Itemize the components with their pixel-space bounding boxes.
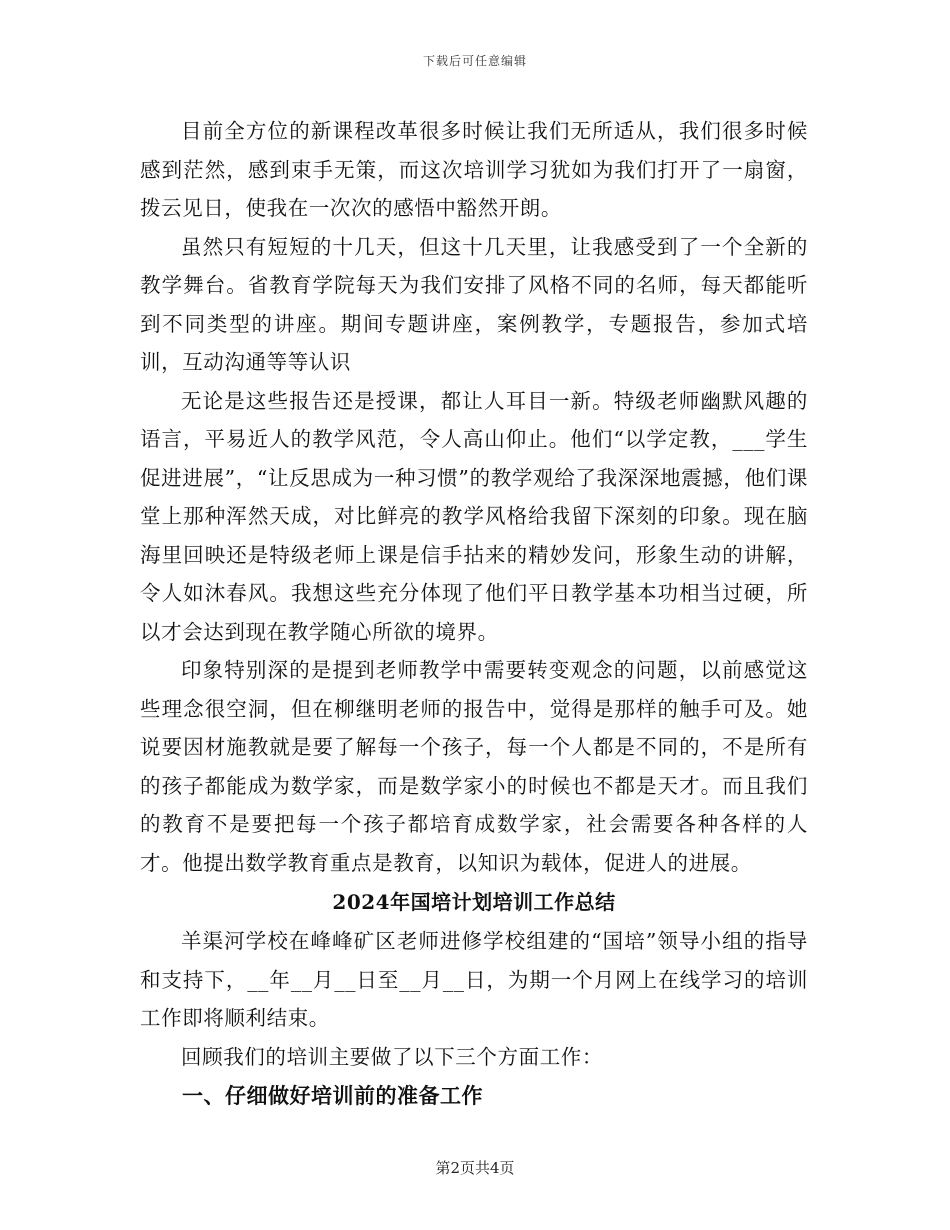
section-title: 2024年国培计划培训工作总结 xyxy=(332,890,616,914)
paragraph-impression: 印象特别深的是提到老师教学中需要转变观念的问题，以前感觉这些理念很空洞，但在柳继明老师的报告中，觉得是那样的触手可及。她说要因材施教就是要了解每一个孩子，每一个人都是不同的，不是所有的孩子都能成为数学家，而是数学家小的时候也不都是天才。而且我们的教育不是要把每一个孩子都培育成数学家，社会需要各种各样的人才。他提出数学教育重点是教育，以知识为载体，促进人的进展。 xyxy=(140,658,808,875)
paragraph-reports: 无论是这些报告还是授课，都让人耳目一新。特级老师幽默风趣的语言，平易近人的教学风范，令人高山仰止。他们“以学定教，___学生促进进展”，“让反思成为一种习惯”的教学观给了我深深地震撼，他们课堂上那种浑然天成，对比鲜亮的教学风格给我留下深刻的印象。现在脑海里回映还是特级老师上课是信手拈来的精妙发问，形象生动的讲解，令人如沐春风。我想这些充分体现了他们平日教学基本功相当过硬，所以才会达到现在教学随心所欲的境界。 xyxy=(140,388,808,644)
heading-preparation: 一、仔细做好培训前的准备工作 xyxy=(182,1083,483,1108)
document-body xyxy=(140,112,808,1116)
paragraph-training-days: 虽然只有短短的十几天，但这十几天里，让我感受到了一个全新的教学舞台。省教育学院每天为我们安排了风格不同的名师，每天都能听到不同类型的讲座。期间专题讲座，案例教学，专题报告，参加式培训，互动沟通等等认识 xyxy=(140,234,808,374)
paragraph-reform: 目前全方位的新课程改革很多时候让我们无所适从，我们很多时候感到茫然，感到束手无策，而这次培训学习犹如为我们打开了一扇窗，拨云见日，使我在一次次的感悟中豁然开朗。 xyxy=(140,119,808,220)
paragraph-review: 回顾我们的培训主要做了以下三个方面工作： xyxy=(181,1044,603,1069)
page-header-note: 下载后可任意编辑 xyxy=(422,54,527,68)
page-number: 第2页共4页 xyxy=(435,1159,515,1177)
paragraph-school-intro: 羊渠河学校在峰峰矿区老师进修学校组建的“国培”领导小组的指导和支持下，__年__月__日至__月__日，为期一个月网上在线学习的培训工作即将顺利结束。 xyxy=(140,929,808,1030)
